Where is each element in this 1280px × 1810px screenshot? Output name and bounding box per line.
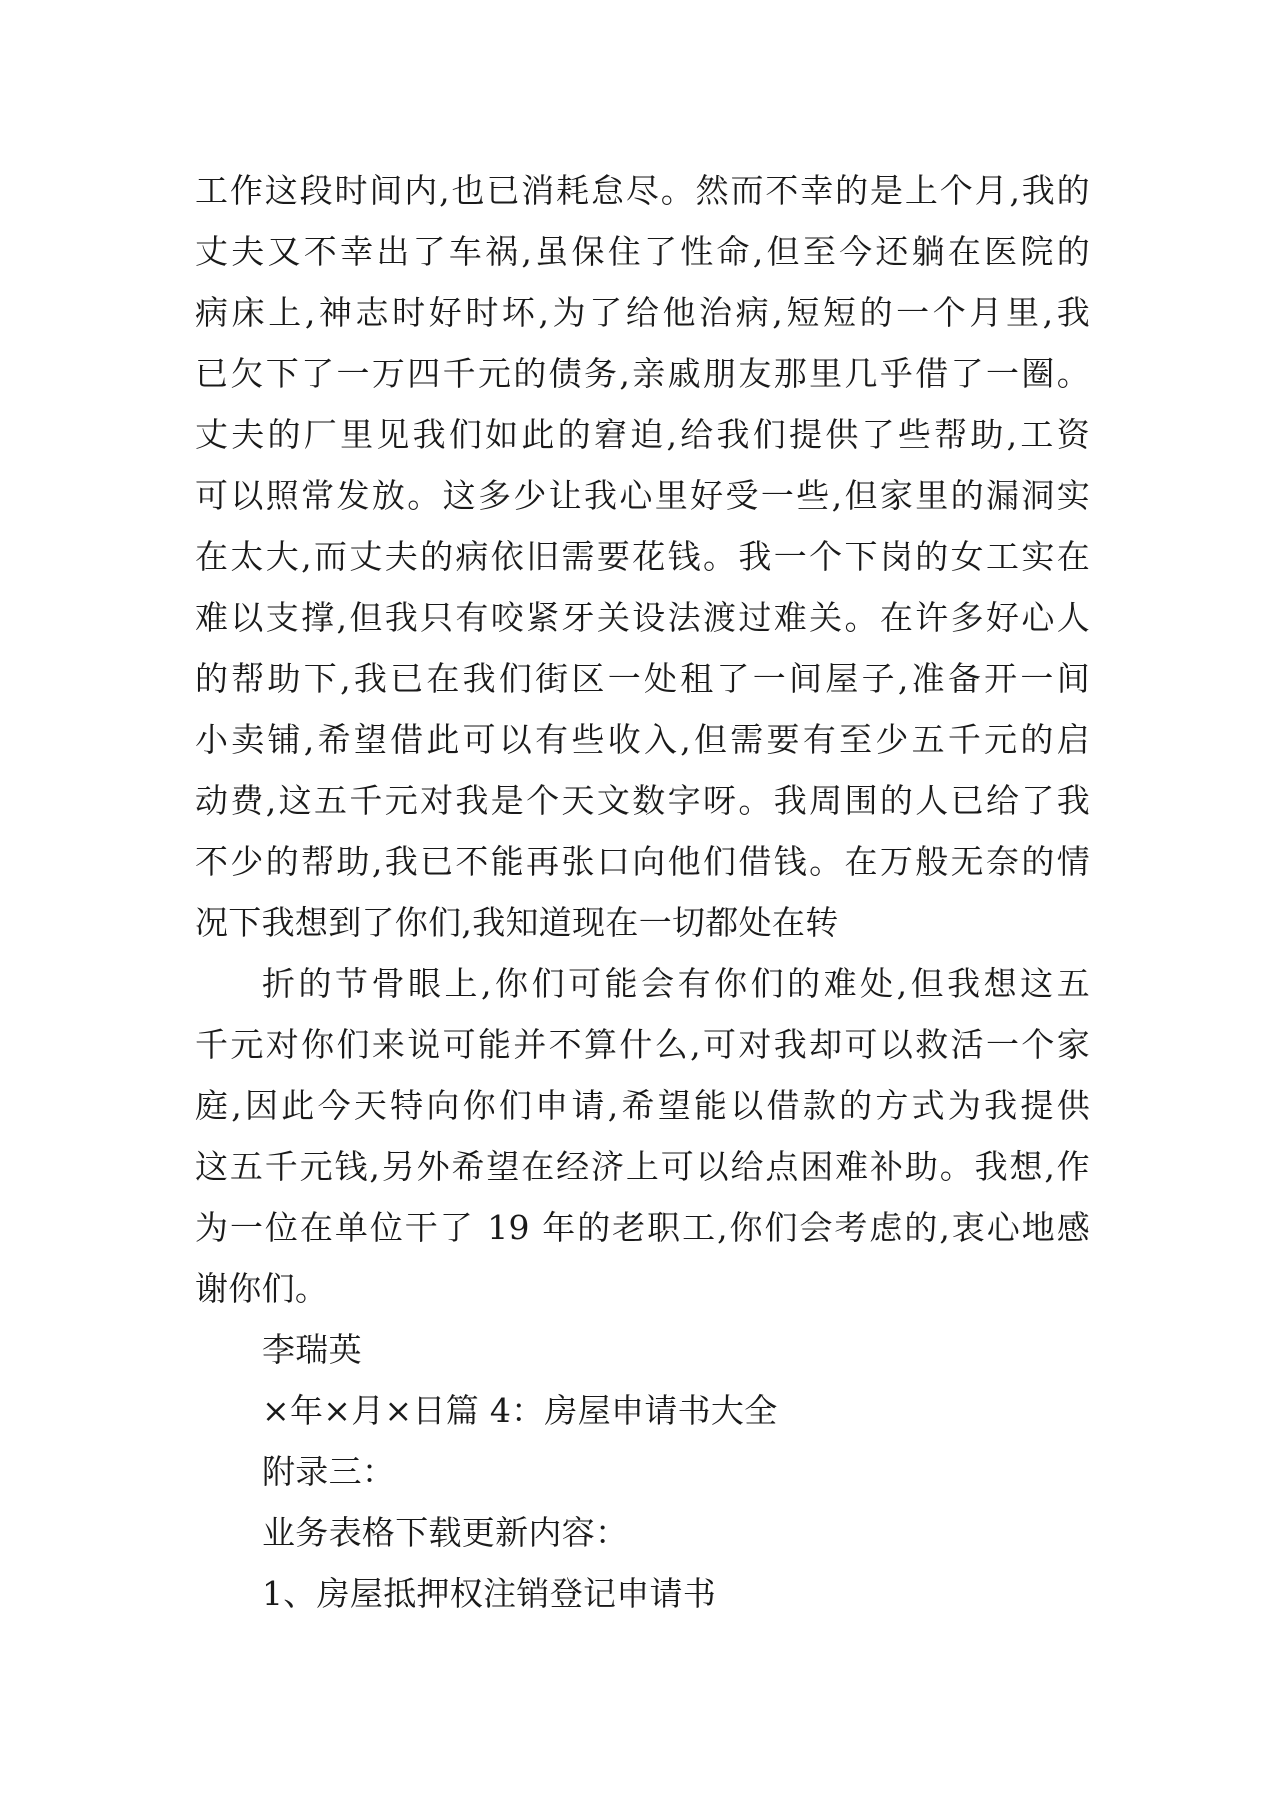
document-page (195, 160, 1090, 1624)
text-line: 已欠下了一万四千元的债务,亲戚朋友那里几乎借了一圈。 (195, 354, 1090, 393)
paragraph-1 (195, 160, 1090, 953)
text-line: 动费,这五千元对我是个天文数字呀。我周围的人已给了我 (195, 781, 1090, 820)
list-item: 1、房屋抵押权注销登记申请书 (262, 1574, 717, 1613)
text-line: 折的节骨眼上,你们可能会有你们的难处,但我想这五 (262, 964, 1090, 1003)
text-line: 病床上,神志时好时坏,为了给他治病,短短的一个月里,我 (195, 293, 1090, 332)
text-line: 丈夫又不幸出了车祸,虽保住了性命,但至今还躺在医院的 (195, 232, 1090, 271)
text-line: 可以照常发放。这多少让我心里好受一些,但家里的漏洞实 (195, 476, 1090, 515)
text-line: 不少的帮助,我已不能再张口向他们借钱。在万般无奈的情 (195, 842, 1090, 881)
text-line: 的帮助下,我已在我们街区一处租了一间屋子,准备开一间 (195, 659, 1090, 698)
text-line: 庭,因此今天特向你们申请,希望能以借款的方式为我提供 (195, 1086, 1090, 1125)
text-line: 在太大,而丈夫的病依旧需要花钱。我一个下岗的女工实在 (195, 537, 1090, 576)
text-line: 小卖铺,希望借此可以有些收入,但需要有至少五千元的启 (195, 720, 1090, 759)
text-line: 况下我想到了你们,我知道现在一切都处在转 (195, 903, 839, 942)
text-line: 工作这段时间内,也已消耗怠尽。然而不幸的是上个月,我的 (195, 171, 1090, 210)
text-line: 谢你们。 (195, 1269, 329, 1308)
text-line: 千元对你们来说可能并不算什么,可对我却可以救活一个家 (195, 1025, 1090, 1064)
text-line: 为一位在单位干了 19 年的老职工,你们会考虑的,衷心地感 (195, 1208, 1090, 1247)
signature: 李瑞英 (262, 1330, 362, 1369)
text-line: 这五千元钱,另外希望在经济上可以给点困难补助。我想,作 (195, 1147, 1090, 1186)
update-title: 业务表格下载更新内容： (262, 1513, 629, 1552)
text-line: 难以支撑,但我只有咬紧牙关设法渡过难关。在许多好心人 (195, 598, 1090, 637)
appendix-label: 附录三： (262, 1452, 396, 1491)
text-line: 丈夫的厂里见我们如此的窘迫,给我们提供了些帮助,工资 (195, 415, 1090, 454)
date-and-heading: ×年×月×日篇 4：房屋申请书大全 (262, 1391, 778, 1430)
paragraph-2 (195, 953, 1090, 1319)
